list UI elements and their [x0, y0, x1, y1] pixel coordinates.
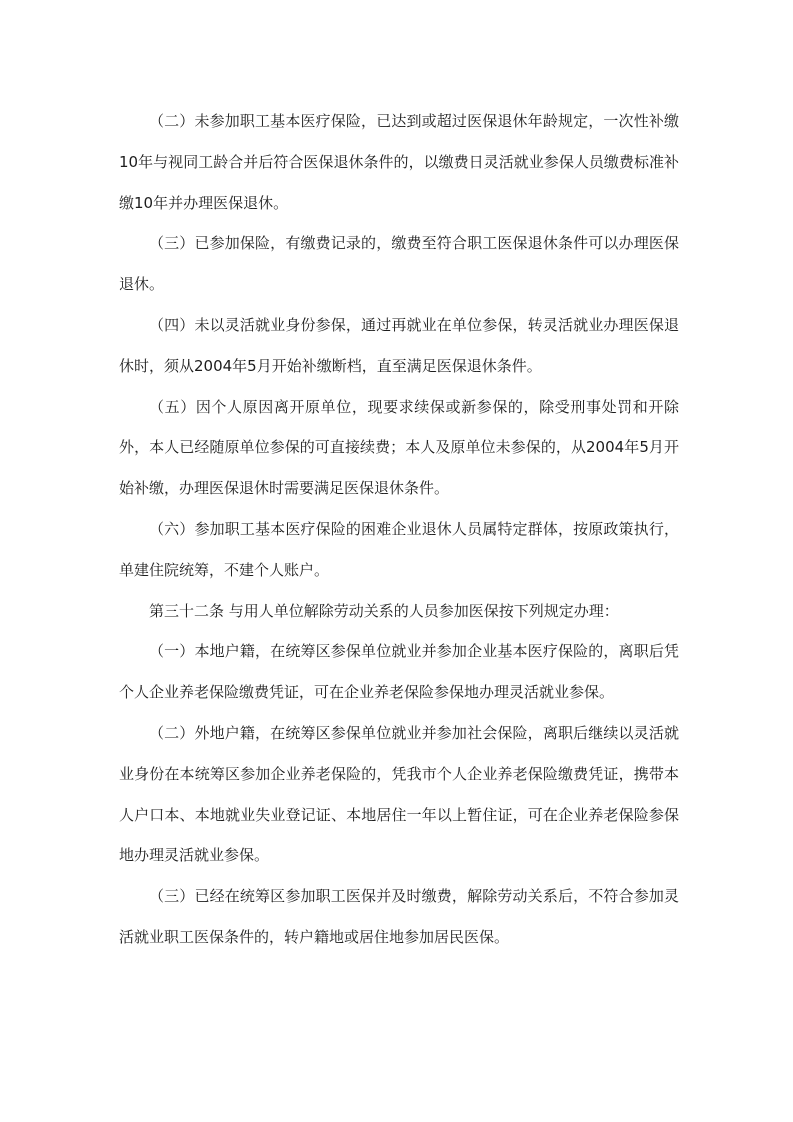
paragraph-2-clause-2: （二）未参加职工基本医疗保险，已达到或超过医保退休年龄规定，一次性补缴10年与视同工龄合并后符合医保退休条件的，以缴费日灵活就业参保人员缴费标准补缴10年并办理医保退休。 [119, 112, 679, 212]
article-32-clause-2: （二）外地户籍，在统筹区参保单位就业并参加社会保险，离职后继续以灵活就业身份在本统筹区参加企业养老保险的，凭我市个人企业养老保险缴费凭证，携带本人户口本、本地就业失业登记证、本地居住一年以上暂住证，可在企业养老保险参保地办理灵活就业参保。 [119, 723, 679, 865]
paragraph-2-clause-4: （四）未以灵活就业身份参保，通过再就业在单位参保，转灵活就业办理医保退休时，须从2004年5月开始补缴断档，直至满足医保退休条件。 [119, 315, 679, 375]
paragraph-2-clause-3: （三）已参加保险，有缴费记录的，缴费至符合职工医保退休条件可以办理医保退休。 [119, 234, 679, 294]
document-body [119, 101, 679, 958]
article-32-clause-1: （一）本地户籍，在统筹区参保单位就业并参加企业基本医疗保险的，离职后凭个人企业养老保险缴费凭证，可在企业养老保险参保地办理灵活就业参保。 [119, 642, 679, 702]
paragraph-2-clause-5: （五）因个人原因离开原单位，现要求续保或新参保的，除受刑事处罚和开除外，本人已经随原单位参保的可直接续费；本人及原单位未参保的，从2004年5月开始补缴，办理医保退休时需要满足医保退休条件。 [119, 397, 679, 498]
article-32-clause-3: （三）已经在统筹区参加职工医保并及时缴费，解除劳动关系后，不符合参加灵活就业职工医保条件的，转户籍地或居住地参加居民医保。 [119, 887, 679, 946]
paragraph-2-clause-6: （六）参加职工基本医疗保险的困难企业退休人员属特定群体，按原政策执行，单建住院统筹，不建个人账户。 [119, 519, 679, 579]
article-32-heading: 第三十二条 与用人单位解除劳动关系的人员参加医保按下列规定办理： [149, 601, 619, 620]
